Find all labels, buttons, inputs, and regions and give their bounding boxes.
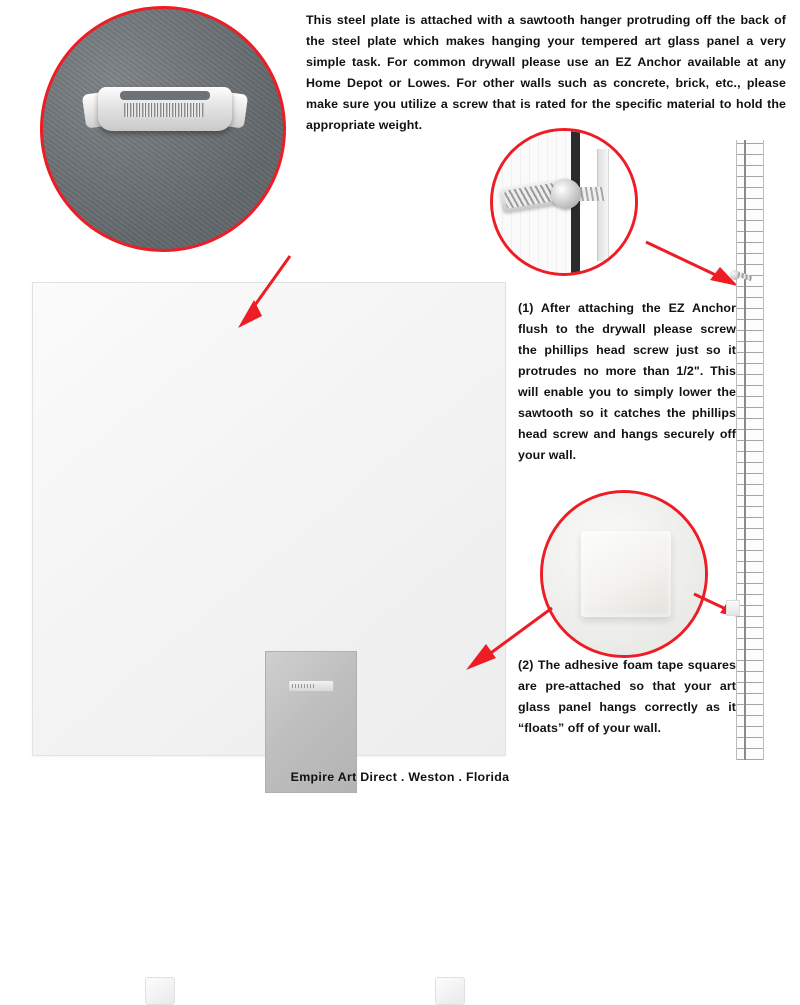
sawtooth-hanger-callout xyxy=(40,6,286,252)
wall-mounted-screw-icon xyxy=(730,270,750,288)
wall-cross-section xyxy=(736,140,764,760)
sawtooth-hanger-closeup-icon xyxy=(98,87,232,137)
step-2-paragraph: (2) The adhesive foam tape squares are pre-attached so that your art glass panel hangs correctly as it “floats” off of your wall. xyxy=(518,658,736,735)
hanger-teeth xyxy=(124,103,204,117)
steel-plate-edge xyxy=(597,149,609,261)
sawtooth-hanger-icon xyxy=(288,680,334,692)
foam-tape-callout xyxy=(540,490,708,658)
wall-foam-contact xyxy=(726,600,740,616)
ez-anchor-screw-callout xyxy=(490,128,638,276)
art-glass-panel xyxy=(32,282,506,756)
arrow-hanger-to-plate xyxy=(228,250,308,340)
intro-paragraph: This steel plate is attached with a sawtooth hanger protruding off the back of the steel plate which makes hanging your tempered art glass panel a very simple task. For common drywall please use an EZ Anchor available at any Home Depot or Lowes. For other walls such as concrete, brick, etc., please make sure you utilize a screw that is rated for the specific material to hold the appropriate weight. xyxy=(306,13,786,132)
phillips-screw-head-icon xyxy=(551,179,581,209)
hanger-slot xyxy=(120,91,210,100)
foam-tape-square-left xyxy=(145,977,175,1005)
wall-surface-line xyxy=(744,140,746,760)
foam-tape-square-right xyxy=(435,977,465,1005)
footer-brand: Empire Art Direct . Weston . Florida xyxy=(290,770,510,784)
foam-tape-square-closeup xyxy=(581,531,671,617)
screw-shaft-icon xyxy=(577,187,605,201)
step-1-paragraph: (1) After attaching the EZ Anchor flush to the drywall please screw the phillips head screw just so it protrudes no more than 1/2". This will enable you to simply lower the sawtooth so it catches the phillips head screw and hangs securely off your wall. xyxy=(518,301,736,462)
wall-right-space xyxy=(580,131,638,276)
